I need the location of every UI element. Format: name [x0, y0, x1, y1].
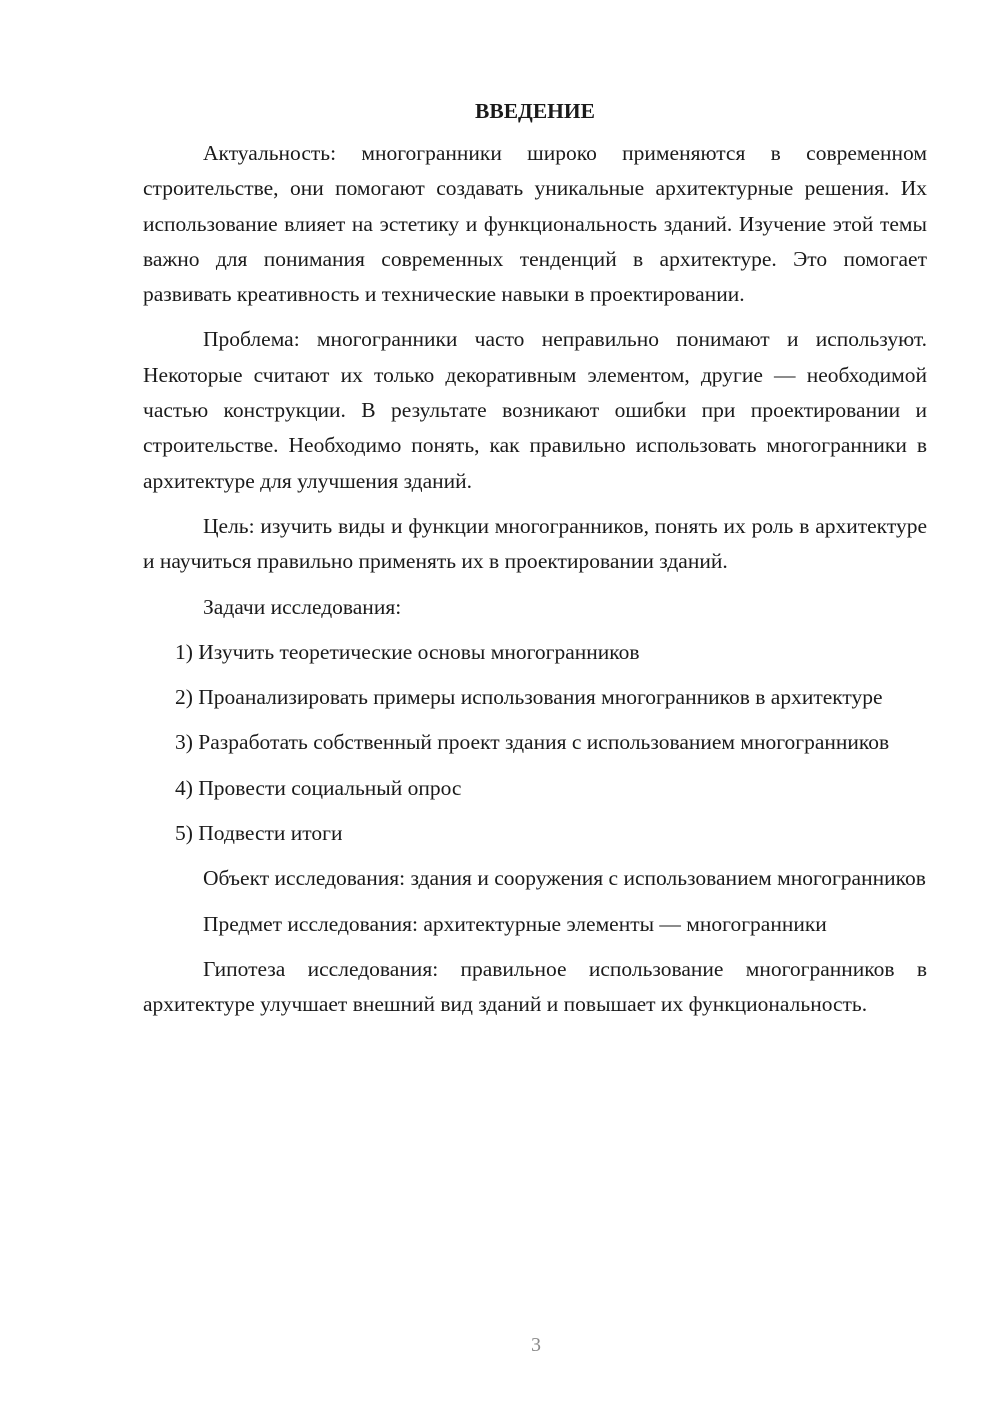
task-item-2: 2) Проанализировать примеры использования многогранников в архитектуре — [175, 685, 883, 710]
paragraph-relevance: Актуальность: многогранники широко применяются в современном строительстве, они помогают создавать уникальные архитектурные решения. Их использование влияет на эстетику и функциональность зданий. Изучение этой темы важно для понимания современных тенденций в архитектуре. Это помогает развивать креативность и технические навыки в проектировании. — [143, 141, 927, 307]
paragraph-goal: Цель: изучить виды и функции многогранников, понять их роль в архитектуре и научиться правильно применять их в проектировании зданий. — [143, 513, 927, 574]
section-heading: ВВЕДЕНИЕ — [475, 99, 595, 123]
task-item-1: 1) Изучить теоретические основы многогранников — [175, 639, 640, 664]
task-item-3: 3) Разработать собственный проект здания с использованием многогранников — [175, 730, 890, 755]
paragraph-subject: Предмет исследования: архитектурные элементы — многогранники — [203, 911, 827, 936]
paragraph-object: Объект исследования: здания и сооружения с использованием многогранников — [203, 866, 926, 891]
paragraph-tasks-intro: Задачи исследования: — [203, 594, 402, 619]
task-item-4: 4) Провести социальный опрос — [175, 775, 462, 800]
task-item-5: 5) Подвести итоги — [175, 821, 343, 846]
paragraph-problem: Проблема: многогранники часто неправильно понимают и используют. Некоторые считают их только декоративным элементом, другие — необходимой частью конструкции. В результате возникают ошибки при проектировании и строительстве. Необходимо понять, как правильно использовать многогранники в архитектуре для улучшения зданий. — [143, 327, 927, 493]
document-page — [143, 96, 927, 1033]
page-number: 3 — [531, 1334, 541, 1356]
paragraph-hypothesis: Гипотеза исследования: правильное использование многогранников в архитектуре улучшает внешний вид зданий и повышает их функциональность. — [143, 956, 927, 1017]
